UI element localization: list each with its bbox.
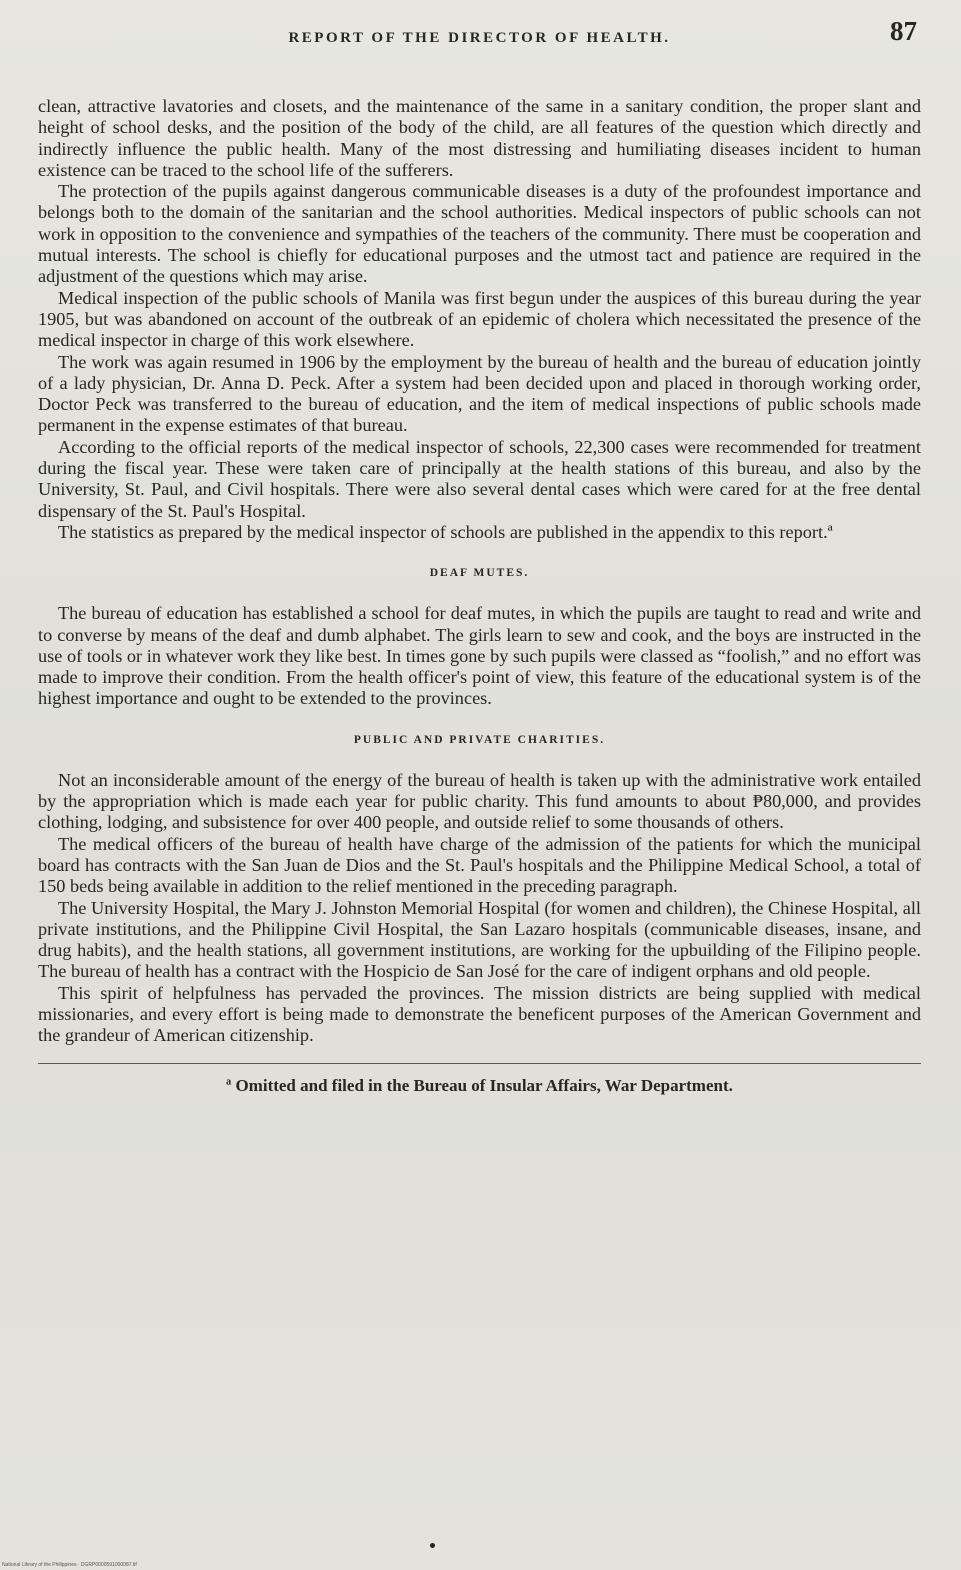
footnote-divider [38, 1063, 921, 1064]
body-paragraph: Not an inconsiderable amount of the energy of the bureau of health is taken up with the administrative work entailed by the appropriation which is made each year for public charity. This fund amounts to about ₱80,000, and provides clothing, lodging, and subsistence for over 400 people, and outside relief to some thousands of others. [38, 769, 921, 833]
body-paragraph: clean, attractive lavatories and closets, and the maintenance of the same in a sanitary condition, the proper slant and height of school desks, and the position of the body of the child, are all features of the question which directly and indirectly influence the public health. Many of the most distressing and humiliating diseases incident to human existence can be traced to the school life of the sufferers. [38, 96, 921, 180]
running-head [38, 16, 921, 58]
body-paragraph: The protection of the pupils against dangerous communicable diseases is a duty of the profoundest importance and belongs both to the domain of the sanitarian and the school authorities. Medical inspectors of public schools can not work in opposition to the convenience and sympathies of the teachers of the community. There must be cooperation and mutual interests. The school is chiefly for educational purposes and the utmost tact and patience are required in the adjustment of the questions which may arise. [38, 181, 921, 287]
ink-dot [430, 1543, 435, 1548]
scan-imprint: National Library of the Philippines · DGRP0000591000087.tif [2, 1562, 137, 1568]
page-number: 87 [890, 16, 917, 46]
body-paragraph: This spirit of helpfulness has pervaded the provinces. The mission districts are being supplied with medical missionaries, and every effort is being made to demonstrate the beneficent purposes of the American Government and the grandeur of American citizenship. [38, 982, 921, 1046]
body-paragraph: According to the official reports of the medical inspector of schools, 22,300 cases were recommended for treatment during the fiscal year. These were taken care of principally at the health stations of this bureau, and also by the University, St. Paul, and Civil hospitals. There were also several dental cases which were cared for at the free dental dispensary of the St. Paul's Hospital. [38, 436, 921, 521]
body-paragraph: The work was again resumed in 1906 by the employment by the bureau of health and the bureau of education jointly of a lady physician, Dr. Anna D. Peck. After a system had been decided upon and placed in thorough working order, Doctor Peck was transferred to the bureau of education, and the item of medical inspections of public schools made permanent in the expense estimates of that bureau. [38, 351, 921, 436]
body-paragraph: The medical officers of the bureau of health have charge of the admission of the patients for which the municipal board has contracts with the San Juan de Dios and the St. Paul's hospitals and the Philippine Medical School, a total of 150 beds being available in addition to the relief mentioned in the preceding paragraph. [38, 833, 921, 897]
body-paragraph: The University Hospital, the Mary J. Johnston Memorial Hospital (for women and children), the Chinese Hospital, all private institutions, and the Philippine Civil Hospital, the San Lazaro hospitals (communicable diseases, insane, and drug habits), and the health stations, all government institutions, are working for the upbuilding of the Filipino people. The bureau of health has a contract with the Hospicio de San José for the care of indigent orphans and old people. [38, 897, 921, 982]
body-paragraph: The bureau of education has established a school for deaf mutes, in which the pupils are taught to read and write and to converse by means of the deaf and dumb alphabet. The girls learn to sew and cook, and the boys are instructed in the use of tools or in whatever work they like best. In times gone by such pupils were classed as “foolish,” and no effort was made to improve their condition. From the health officer's point of view, this feature of the educational system is of the highest importance and ought to be extended to the provinces. [38, 603, 921, 709]
running-head-title: REPORT OF THE DIRECTOR OF HEALTH. [288, 30, 671, 46]
section-heading-charities: PUBLIC AND PRIVATE CHARITIES. [353, 733, 606, 746]
body-paragraph: Medical inspection of the public schools of Manila was first begun under the auspices of this bureau during the year 1905, but was abandoned on account of the outbreak of an epidemic of cholera which necessitated the presence of the medical inspector in charge of this work elsewhere. [38, 287, 921, 351]
body-paragraph: The statistics as prepared by the medical inspector of schools are published in the appendix to this report.ª [58, 521, 833, 542]
section-heading-deaf-mutes: DEAF MUTES. [429, 567, 530, 580]
footnote: ª Omitted and filed in the Bureau of Insular Affairs, War Department. [226, 1075, 733, 1095]
